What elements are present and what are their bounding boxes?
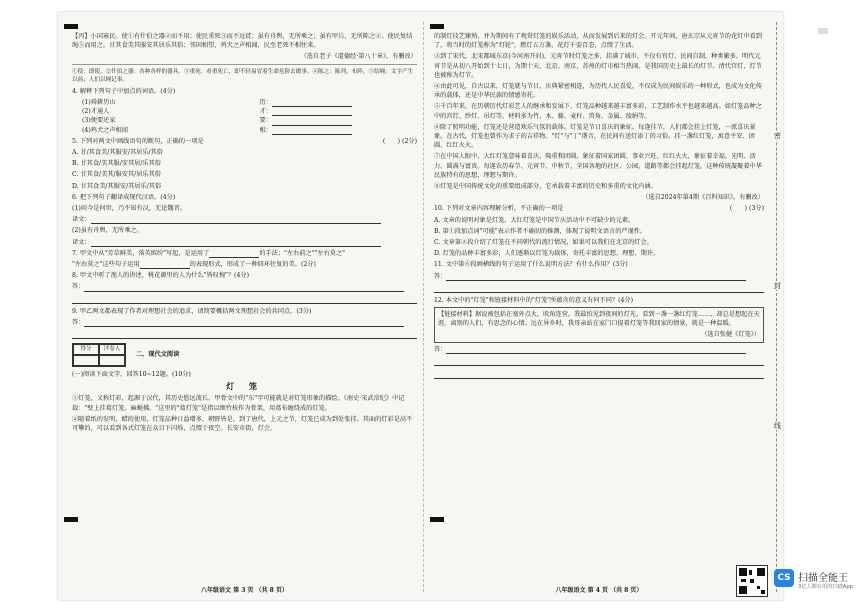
q8-answer[interactable]: 答： (72, 282, 417, 291)
q5-option-a[interactable]: A. 甘/其食美/其服安/其居乐/其俗 (72, 149, 163, 157)
watermark-subtitle: 3亿人都在用的扫描App (798, 584, 853, 590)
score-cell[interactable] (73, 355, 99, 366)
score-label: 得分 (73, 344, 99, 355)
watermark-title: 扫描全能王 (798, 573, 848, 584)
page-4-footer: 八年级语文 第 4 页 （共 8 页） (555, 587, 643, 594)
q4-item: (2)才通人 (82, 108, 110, 116)
question-11: 11. 文中第⑥段画横线的句子运用了什么说明方法？有什么作用？(3分) (434, 261, 628, 269)
section-header (72, 343, 417, 367)
page-3-footer: 八年级语文 第 3 页 （共 8 页） (201, 587, 288, 594)
q4-items (82, 98, 417, 135)
q4-item[interactable]: 要： (260, 116, 418, 125)
question-7[interactable]: 7. 甲文中从"芳草鲜美，落英缤纷"写起，是运用了 的手法；"左右前之""左右莫之" (72, 249, 345, 257)
scan-artifact (818, 28, 828, 34)
question-7-cont[interactable]: "左右莫之"这些句子运用 的表现形式，形成了一种回环往复的美。(2分) (72, 261, 316, 269)
paragraph-1: ①灯笼，又称灯彩，起源于汉代，其历史悠远流长。甲骨文中的"东"字可能就是对灯笼形象的描绘。《南史·宋武帝纪》中记载："壁上挂葛灯笼、麻蝇拂。"这里的"葛灯笼"是指以细竹枝作为骨架，用葛布缠绕成的灯笼。 (72, 395, 405, 412)
seal-char: 封 (774, 282, 781, 290)
paragraph-5: ⑤千百年来，在历朝历代灯彩艺人的继承和发展下，灯笼品种越来越丰富多彩，工艺制作水平也越来越高。如灯笼品种之中的宫灯、纱灯、吊灯等，材料多为竹、木、藤、麦秆、兽角、金属、绫绢等。 (434, 103, 762, 120)
q5-option-d[interactable]: D. 甘其食美/其服安/其居乐/其俗 (72, 182, 162, 190)
page-4 (434, 32, 764, 382)
section-title: 二、现代文阅读 (135, 351, 180, 359)
page-3 (72, 32, 417, 435)
passage-source: （选自2024年第4期《百科知识》，有删改） (642, 194, 764, 202)
question-6: 6. 把下列句子翻译成现代汉语。(4分) (72, 193, 176, 201)
question-12: 12. 本文中的"灯笼"和链接材料中的"灯笼"所蕴含的意义有何不同？(4分) (434, 296, 634, 304)
intro-passage: 【丙】小国寡民。使①有什伯之器②而不用；使民重死③而不远徙；虽有舟舆，无所乘之；虽有甲兵，无所陈之④。使民复结绳⑤而用之。甘其食美其服安其居乐其俗；邻国相望，鸡犬之声相闻，民至老死不相往来。 (72, 33, 413, 50)
q4-item[interactable]: 相： (260, 126, 418, 135)
seal-char: 线 (774, 422, 781, 430)
link-text: 【链接材料】据说被包括在塞外点火，吹角连营，我最怕见到夜间的灯光，看到一盏一盏红灯笼……，却总是想起在天涯，离别的人们，有思念的心情。远在异乡时，我母亲站在家门口提着灯笼等我回家的情景，就是一种温暖。 (438, 311, 760, 328)
question-4: 4. 解释下列句子中加点的词语。(4分) (72, 87, 176, 95)
q10-bracket[interactable]: ( ) (3分) (729, 205, 764, 213)
q6-translation-2[interactable]: 译文： (72, 238, 417, 247)
seal-line (776, 22, 777, 592)
paragraph-2-cont: 的制灯技艺臻熟，并为期间有了观赏灯笼的娱乐活动，从而发展到后来的灯会。开元年间，唐玄宗从元宵节的花灯中看到了，将当时的灯笼称为"灯轮"，燃灯五万盏，花灯千姿百态，点缀了生活。 (434, 33, 762, 50)
answer-line[interactable] (434, 369, 764, 379)
page-fold (423, 22, 425, 592)
q11-answer[interactable]: 答： (434, 272, 764, 281)
passage-title: 灯 笼 (226, 381, 263, 392)
q10-option-a[interactable]: A. 文章的说明对象是灯笼，大红灯笼是中国节庆活动中不可缺少的元素。 (434, 216, 635, 224)
paragraph-3: ③到了宋代，北宋都城东京(今河南开封)，元宵节时灯笼之多，挂满了城市，不仅有官灯，民间自制，种类繁多。明代元宵节是从初八开始到十七日，为期十天，北京、南京、苏州的灯市相当热闹，是我国历史上最长的灯节。清代宫灯，灯节也被称为灯节。 (434, 53, 762, 79)
q10-option-b[interactable]: B. 第①段加点词"可能"表示作者不确切的推测，体现了说明文语言的严谨性。 (434, 227, 647, 235)
q5-option-b[interactable]: B. 甘其食/美其服/安其居/乐其俗 (72, 160, 161, 168)
answer-line[interactable] (434, 283, 764, 293)
registration-mark (430, 517, 444, 522)
registration-mark (430, 24, 444, 29)
paragraph-8: ⑧灯笼是中国传统文化的重要组成部分，它承载着丰富的历史和多重的文化内涵。 (434, 183, 657, 191)
grader-label: 评卷人 (99, 344, 125, 355)
q4-item: (4)鸡犬之声相闻 (82, 126, 128, 134)
intro-source: （选自老子《道德经·第八十章》，有删改） (300, 53, 417, 61)
q6-item-1: (1)问今是何世，乃不知有汉，无论魏晋。 (72, 205, 186, 213)
answer-line[interactable] (72, 294, 417, 304)
camscanner-logo-icon: CS (774, 569, 794, 587)
score-box (72, 343, 126, 367)
question-5: 5. 下列对两文中画线语句的断句，正确的一项是 ( ) (2分) (72, 137, 417, 145)
registration-mark (64, 517, 78, 522)
q9-answer[interactable]: 答： (72, 318, 417, 327)
seal-char: 密 (774, 132, 781, 140)
q4-item: (3)便要还家 (82, 117, 116, 125)
paragraph-6: ⑥除了照明功能，灯笼还是营造欢乐气氛的载体。灯笼是节日喜庆的象征。每逢佳节，人们都会挂上灯笼，一派喜庆景象。在古代，灯笼也曾作为求子的吉祥物。"灯"与"丁"谐音，在民间有送灯添丁的习俗。挂一盏红灯笼，寓意平安、团圆、红红火火。 (434, 123, 756, 150)
q4-item[interactable]: 历： (260, 98, 418, 107)
q4-item: (1)舜耕历山 (82, 99, 116, 106)
q5-bracket[interactable]: ( ) (2分) (382, 137, 417, 145)
q10-option-c[interactable]: C. 文章第②段介绍了灯笼在不同朝代的流行情况，如果可以我们在北京的灯会。 (434, 239, 653, 247)
q6-translation-1[interactable]: 译文： (72, 215, 417, 224)
link-source: （选自张健《灯笼》） (701, 331, 760, 339)
qr-code (736, 565, 768, 597)
q12-answer[interactable]: 答： (434, 345, 764, 354)
q4-item[interactable]: 才： (260, 107, 418, 116)
question-9: 9. 甲乙两文都表现了作者对理想社会的追求，请简要概括两文理想社会的共同点。(3分) (72, 307, 312, 315)
exam-sheet (58, 12, 783, 600)
q6-item-2: (2)虽有舟舆，无所乘之。 (72, 227, 143, 235)
part-1-instruction: (一)阅读下面文字，回答10~12题。(10分) (72, 371, 191, 379)
paragraph-4: ④由此可见，自古以来，灯笼就与节日、庆典紧密相连，为历代人民喜爱，不仅成为民间娱乐的一种形式，也成为文化传承的载体，还是中华民族的情感寄托。 (434, 83, 762, 100)
annotations: ①使：即使。②什伯之器：各种各样的器具。③重死：看重死亡，即不轻易冒着生命危险去做事。④陈之：陈列，布阵。⑤结绳：文字产生以前，人们以绳记事。 (72, 64, 417, 85)
q10-option-d[interactable]: D. 灯笼的品种丰富多彩，人们逐渐以灯笼为载体，寄托丰富的思想、理想、期许。 (434, 250, 660, 258)
question-10: 10. 下列对文章内容理解分析，不正确的一项是 ( ) (3分) (434, 205, 764, 213)
q5-option-c[interactable]: C. 甘其食/美其/服安其/居乐其俗 (72, 171, 161, 179)
paragraph-7: ⑦在中国人眼中，大红灯笼意味着喜庆、隆重和团圆，象征着国家团圆、事业兴旺、红红火火，象征着幸福、光明、活力、圆满与富贵。每逢农历春节、元宵节、中秋节，全国各地的社区、公园、道路等都会挂起灯笼，这种传统凝聚着中华民族特有的思想、理想与期许。 (434, 153, 762, 179)
grader-cell[interactable] (99, 355, 125, 366)
answer-line[interactable] (434, 356, 764, 366)
question-8: 8. 甲文中听了渔人的讲述，桃花源里的人为什么"皆叹惋"？(4分) (72, 272, 250, 280)
paragraph-2: ②随着纸的发明，蜡的使用，灯笼品种日益增多，朝野皆是。到了唐代，上元之节，灯笼已成为到处张挂。其面的灯彩是高不可攀的，可以看到各式灯笼在众目下闪烁，点缀于夜空。长安市街，灯会， (72, 415, 413, 433)
link-material (434, 307, 764, 343)
answer-line[interactable] (72, 329, 417, 339)
registration-mark (64, 24, 78, 29)
